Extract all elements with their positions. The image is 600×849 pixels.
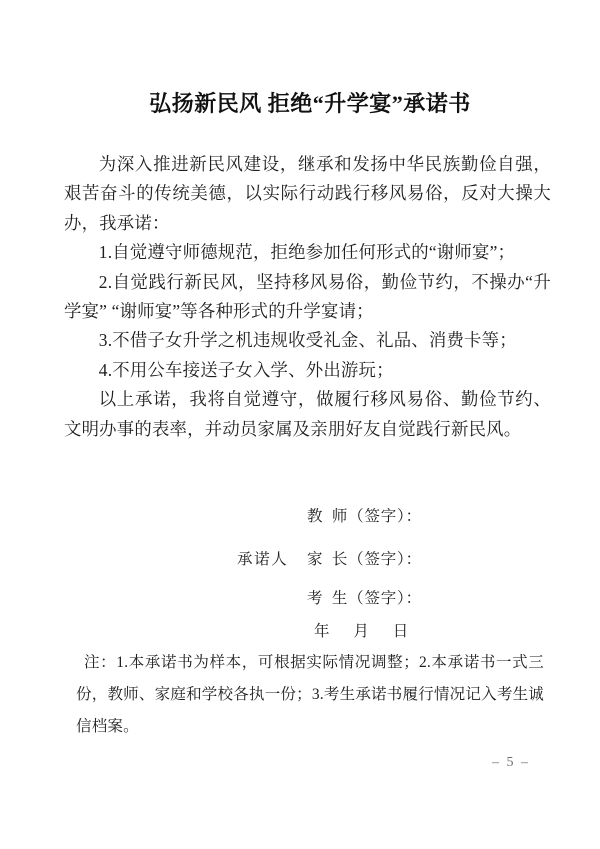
signature-line-parent: 家 长（签字）： (307, 551, 422, 568)
paragraph-closing: 以上承诺，我将自觉遵守，做履行移风易俗、勤俭节约、文明办事的表率，并动员家属及亲朋好友自觉践行新民风。 (64, 389, 551, 439)
signature-date-line: 年 月 日 (314, 623, 410, 640)
commitment-item-4: 4.不用公车接送子女入学、外出游玩； (98, 359, 394, 380)
document-body (64, 150, 551, 444)
page-number: – 5 – (492, 755, 530, 770)
commitment-item-3: 3.不借子女升学之机违规收受礼金、礼品、消费卡等； (98, 330, 517, 351)
footnote: 注：1.本承诺书为样本，可根据实际情况调整；2.本承诺书一式三份，教师、家庭和学校各执一份；3.考生承诺书履行情况记入考生诚信档案。 (76, 654, 544, 735)
commitment-item-1: 1.自觉遵守师德规范，拒绝参加任何形式的“谢师宴”； (98, 242, 516, 263)
document-title: 弘扬新民风 拒绝“升学宴”承诺书 (149, 91, 471, 116)
signature-line-student: 考 生（签字）： (307, 590, 422, 607)
signature-promisor-label: 承诺人 (237, 551, 289, 568)
paragraph-intro: 为深入推进新民风建设，继承和发扬中华民族勤俭自强，艰苦奋斗的传统美德，以实际行动践行移风易俗，反对大操大办，我承诺： (64, 154, 551, 233)
commitment-item-2: 2.自觉践行新民风，坚持移风易俗，勤俭节约，不操办“升学宴” “谢师宴”等各种形式的升学宴请； (64, 271, 551, 322)
signature-line-teacher: 教 师（签字）： (307, 508, 422, 525)
